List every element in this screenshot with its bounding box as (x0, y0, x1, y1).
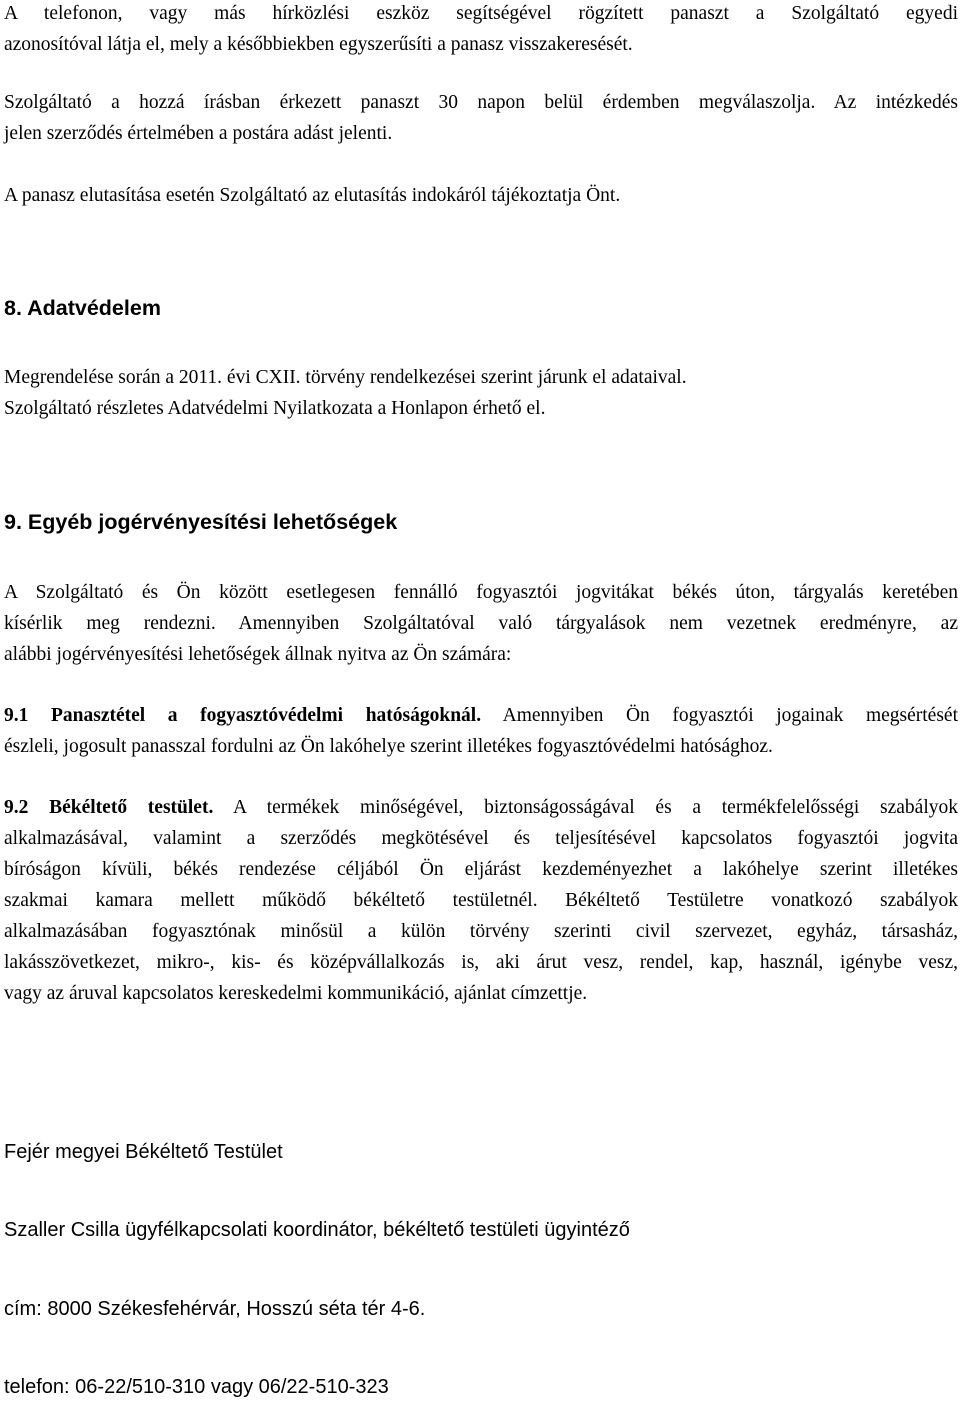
text-line: alábbi jogérvényesítési lehetőségek állnak nyitva az Ön számára: (4, 644, 512, 665)
text-line: kísérlik meg rendezni. Amennyiben Szolgáltatóval való tárgyalások nem vezetnek eredményre, az (4, 613, 958, 634)
text-line: alkalmazásában fogyasztónak minősül a külön törvény szerinti civil szervezet, egyház, társasház, (4, 921, 958, 942)
text-line: Megrendelése során a 2011. évi CXII. törvény rendelkezései szerint járunk el adataival. (4, 367, 687, 388)
paragraph-arbitration-board (4, 792, 958, 1009)
text-line: szakmai kamara mellett működő békéltető testületnél. Békéltető Testületre vonatkozó szabályok (4, 890, 958, 911)
text-line: azonosítóval látja el, mely a későbbiekben egyszerűsíti a panasz visszakeresését. (4, 34, 633, 55)
text-line (4, 792, 958, 823)
text-line: jelen szerződés értelmében a postára adást jelenti. (4, 123, 393, 144)
text-line: A Szolgáltató és Ön között esetlegesen fennálló fogyasztói jogvitákat békés úton, tárgyalás keretében (4, 582, 958, 603)
paragraph-rejection (4, 180, 958, 211)
contact-person: Szaller Csilla ügyfélkapcsolati koordinátor, békéltető testületi ügyintéző (4, 1219, 630, 1241)
text-line: lakásszövetkezet, mikro-, kis- és középvállalkozás is, aki árut vesz, rendel, kap, használ, igénybe vesz, (4, 952, 958, 973)
text-line: Szolgáltató a hozzá írásban érkezett panaszt 30 napon belül érdemben megválaszolja. Az intézkedés (4, 92, 958, 113)
text-line: A panasz elutasítása esetén Szolgáltató az elutasítás indokáról tájékoztatja Önt. (4, 185, 621, 206)
subsection-title: 9.2 Békéltető testület. (4, 797, 214, 818)
text-line (4, 700, 958, 731)
text-line: alkalmazásával, valamint a szerződés megkötésével és teljesítésével kapcsolatos fogyasztói jogvita (4, 828, 958, 849)
paragraph-written-complaint (4, 87, 958, 149)
paragraph-phone-complaint (4, 0, 958, 60)
paragraph-data-protection (4, 362, 958, 424)
contact-board-name: Fejér megyei Békéltető Testület (4, 1141, 283, 1163)
paragraph-consumer-authority (4, 700, 958, 762)
text-fragment: A termékek minőségével, biztonságosságával és a termékfelelősségi szabályok (213, 797, 958, 818)
text-line: észleli, jogosult panasszal fordulni az Ön lakóhelye szerint illetékes fogyasztóvédelmi hatósághoz. (4, 736, 773, 757)
text-fragment: Amennyiben Ön fogyasztói jogainak megsértését (481, 705, 958, 726)
contact-phone: telefon: 06-22/510-310 vagy 06/22-510-323 (4, 1376, 389, 1398)
subsection-title: 9.1 Panasztétel a fogyasztóvédelmi hatóságoknál. (4, 705, 482, 726)
section-heading-legal-remedies: 9. Egyéb jogérvényesítési lehetőségek (4, 510, 398, 534)
text-line: bíróságon kívüli, békés rendezése céljából Ön eljárást kezdeményezhet a lakóhelye szerint illetékes (4, 859, 958, 880)
section-heading-data-protection: 8. Adatvédelem (4, 296, 161, 320)
text-line: A telefonon, vagy más hírközlési eszköz segítségével rögzített panaszt a Szolgáltató egyedi (4, 3, 958, 24)
contact-address: cím: 8000 Székesfehérvár, Hosszú séta tér 4-6. (4, 1298, 426, 1320)
text-line: vagy az áruval kapcsolatos kereskedelmi kommunikáció, ajánlat címzettje. (4, 983, 588, 1004)
paragraph-legal-intro (4, 577, 958, 670)
text-line: Szolgáltató részletes Adatvédelmi Nyilatkozata a Honlapon érhető el. (4, 398, 546, 419)
